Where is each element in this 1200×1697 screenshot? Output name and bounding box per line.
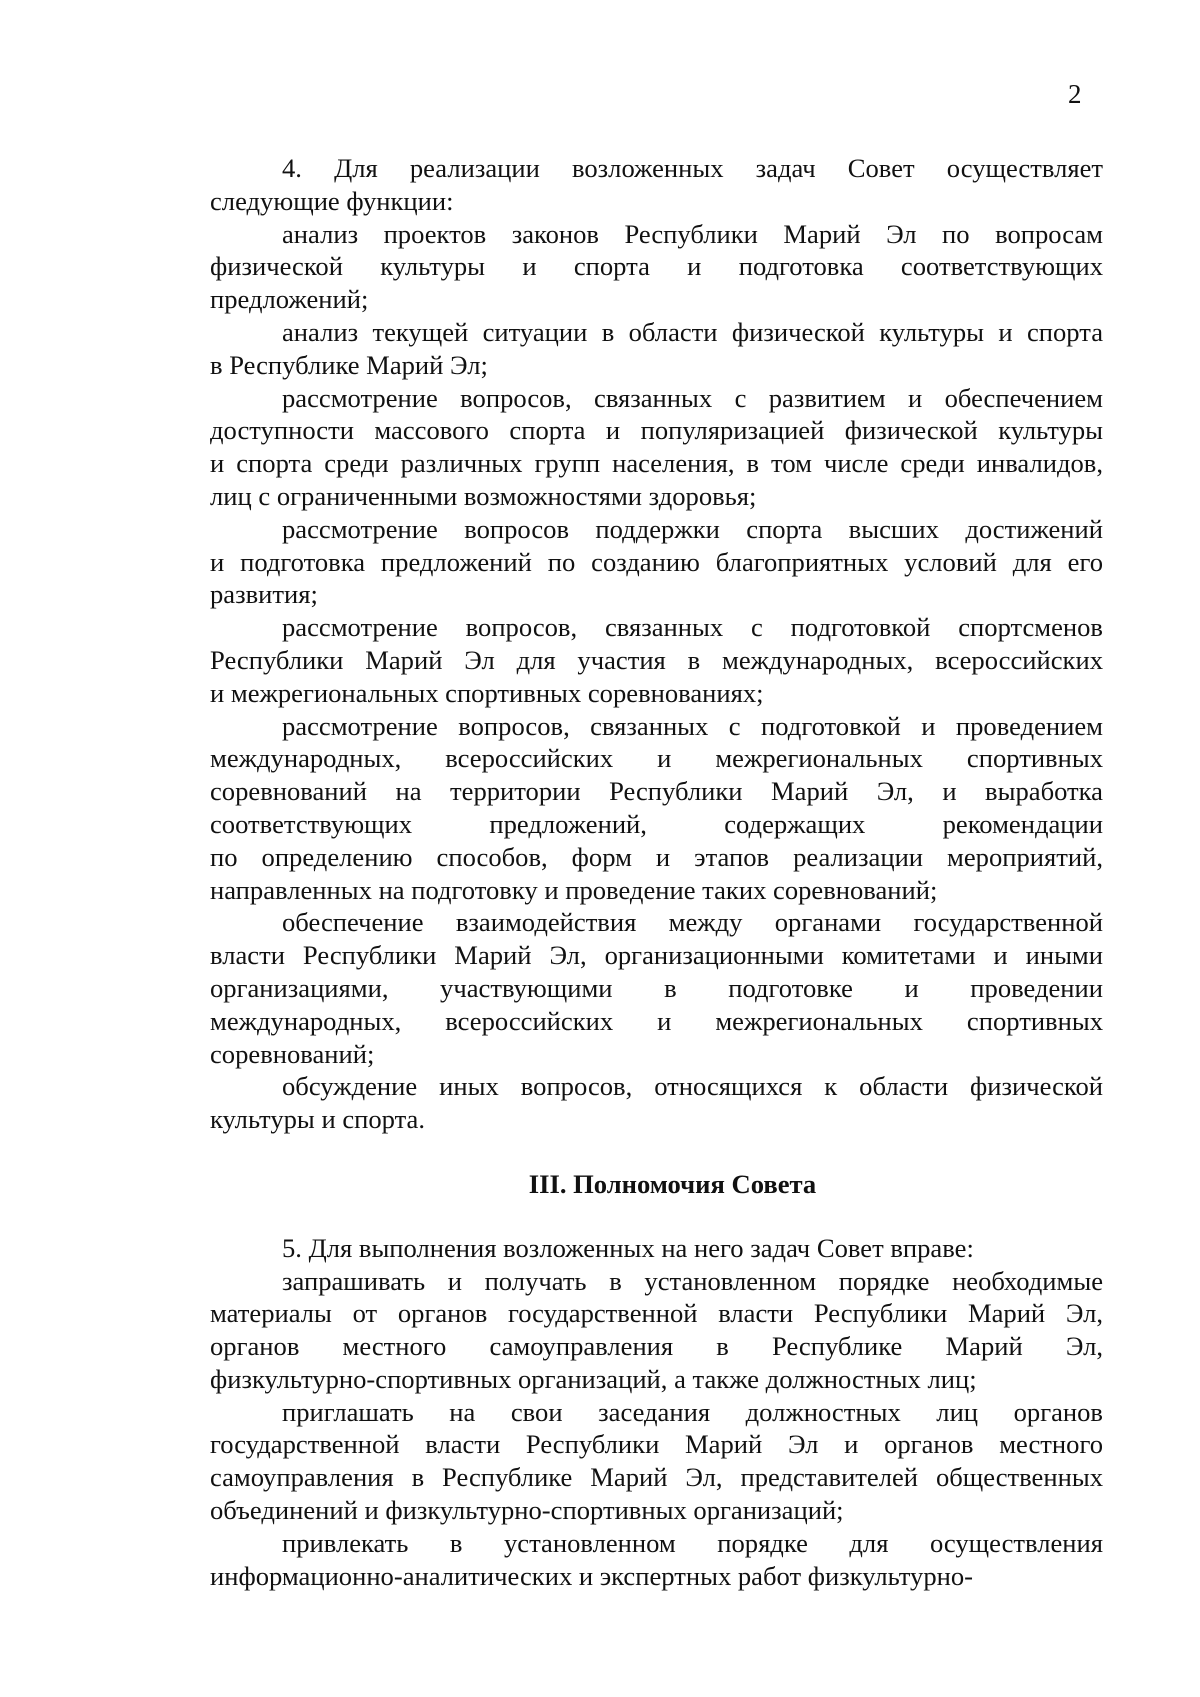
text-line: привлекать в установленном порядке для осуществления	[282, 1527, 1103, 1558]
text-line: рассмотрение вопросов, связанных с подготовкой и проведением	[282, 710, 1103, 741]
paragraph	[210, 906, 1103, 1070]
paragraph	[210, 382, 1103, 513]
text-line: Республики Марий Эл для участия в международных, всероссийских	[210, 644, 1103, 675]
text-line: соревнований;	[210, 1038, 375, 1069]
text-line: физической культуры и спорта и подготовка соответствующих	[210, 251, 1103, 282]
text-line: обеспечение взаимодействия между органами государственной	[282, 907, 1103, 938]
text-line: в Республике Марий Эл;	[210, 349, 488, 380]
text-line: рассмотрение вопросов, связанных с подготовкой спортсменов	[282, 612, 1103, 643]
text-line: информационно-аналитических и экспертных работ физкультурно-	[210, 1560, 974, 1591]
text-line: развития;	[210, 579, 318, 610]
paragraph	[210, 1265, 1103, 1396]
text-line: рассмотрение вопросов поддержки спорта высших достижений	[282, 513, 1103, 544]
text-line: и подготовка предложений по созданию благоприятных условий для его	[210, 546, 1103, 577]
text-line: предложений;	[210, 284, 369, 315]
paragraph	[210, 1232, 1103, 1265]
paragraph	[210, 1396, 1103, 1527]
text-line: объединений и физкультурно-спортивных организаций;	[210, 1495, 844, 1526]
paragraph	[210, 316, 1103, 382]
text-line: соответствующих предложений, содержащих рекомендации	[210, 808, 1103, 839]
text-line: 5. Для выполнения возложенных на него задач Совет вправе:	[282, 1232, 974, 1263]
text-line: лиц с ограниченными возможностями здоровья;	[210, 480, 757, 511]
text-line: и межрегиональных спортивных соревнованиях;	[210, 677, 764, 708]
section-heading: III. Полномочия Совета	[528, 1168, 817, 1199]
page-number: 2	[1068, 79, 1082, 109]
text-line: направленных на подготовку и проведение таких соревнований;	[210, 874, 938, 905]
text-line: органов местного самоуправления в Республике Марий Эл,	[210, 1331, 1103, 1362]
text-line: культуры и спорта.	[210, 1104, 425, 1135]
document-body	[210, 152, 1103, 1592]
text-line: анализ проектов законов Республики Марий Эл по вопросам	[282, 218, 1103, 249]
powers-section	[210, 1232, 1103, 1593]
text-line: анализ текущей ситуации в области физической культуры и спорта	[282, 316, 1103, 347]
functions-section	[210, 152, 1103, 1136]
paragraph	[210, 710, 1103, 907]
text-line: следующие функции:	[210, 185, 454, 216]
text-line: самоуправления в Республике Марий Эл, представителей общественных	[210, 1462, 1103, 1493]
text-line: запрашивать и получать в установленном порядке необходимые	[282, 1265, 1103, 1296]
text-line: приглашать на свои заседания должностных лиц органов	[282, 1396, 1103, 1427]
text-line: государственной власти Республики Марий Эл и органов местного	[210, 1429, 1103, 1460]
text-line: и спорта среди различных групп населения, в том числе среди инвалидов,	[210, 448, 1103, 479]
text-line: по определению способов, форм и этапов реализации мероприятий,	[210, 841, 1103, 872]
text-line: доступности массового спорта и популяризацией физической культуры	[210, 415, 1103, 446]
text-line: международных, всероссийских и межрегиональных спортивных	[210, 1005, 1103, 1036]
text-line: организациями, участвующими в подготовке и проведении	[210, 972, 1103, 1003]
paragraph	[210, 1527, 1103, 1593]
text-line: международных, всероссийских и межрегиональных спортивных	[210, 743, 1103, 774]
text-line: 4. Для реализации возложенных задач Совет осуществляет	[282, 153, 1103, 183]
text-line: обсуждение иных вопросов, относящихся к области физической	[282, 1071, 1103, 1102]
text-line: рассмотрение вопросов, связанных с развитием и обеспечением	[282, 382, 1103, 413]
text-line: материалы от органов государственной власти Республики Марий Эл,	[210, 1298, 1103, 1329]
paragraph	[210, 152, 1103, 218]
paragraph	[210, 1070, 1103, 1136]
paragraph	[210, 611, 1103, 709]
paragraph	[210, 513, 1103, 611]
text-line: соревнований на территории Республики Марий Эл, и выработка	[210, 776, 1103, 807]
text-line: физкультурно-спортивных организаций, а также должностных лиц;	[210, 1363, 977, 1394]
paragraph	[210, 218, 1103, 316]
text-line: власти Республики Марий Эл, организационными комитетами и иными	[210, 940, 1103, 971]
